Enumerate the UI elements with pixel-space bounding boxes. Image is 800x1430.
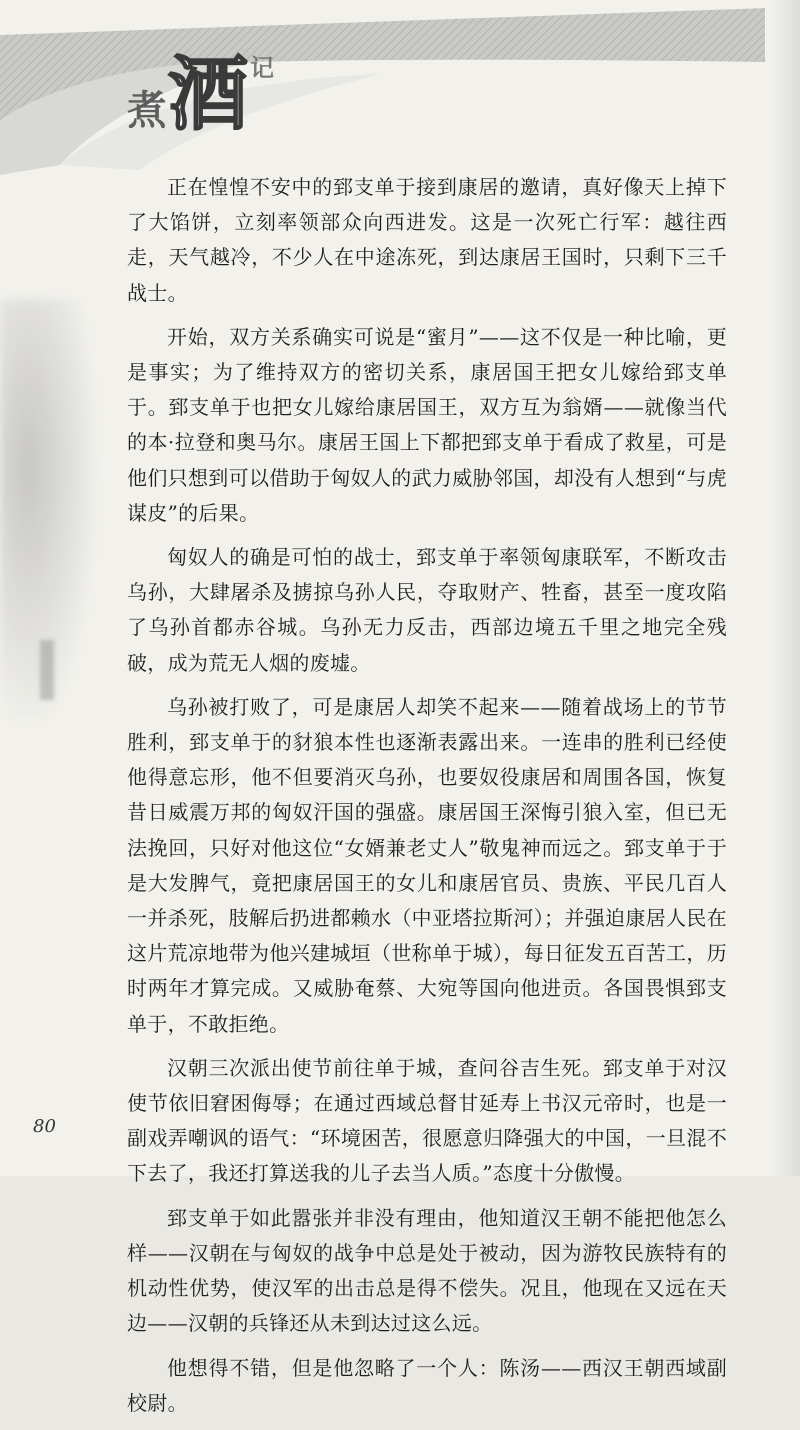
paragraph: 他想得不错，但是他忽略了一个人：陈汤——西汉王朝西域副校尉。 [127, 1355, 727, 1415]
article-body [127, 170, 727, 1430]
paragraph: 乌孙被打败了，可是康居人却笑不起来——随着战场上的节节胜利，郅支单于的豺狼本性也逐渐表露出来。一连串的胜利已经使他得意忘形，他不但要消灭乌孙，也要奴役康居和周围各国，恢复昔日威震万邦的匈奴汗国的强盛。康居国王深悔引狼入室，但已无法挽回，只好对他这位“女婿兼老丈人”敬鬼神而远之。郅支单于于是大发脾气，竟把康居国王的女儿和康居官员、贵族、平民几百人一并杀死，肢解后扔进都赖水（中亚塔拉斯河）；并强迫康居人民在这片荒凉地带为他兴建城垣（世称单于城），每日征发五百苦工，历时两年才算完成。又威胁奄蔡、大宛等国向他进贡。各国畏惧郅支单于，不敢拒绝。 [127, 694, 727, 1036]
header-title-zhu: 煮 [127, 87, 167, 134]
paragraph: 郅支单于如此嚣张并非没有理由，他知道汉王朝不能把他怎么样——汉朝在与匈奴的战争中总是处于被动，因为游牧民族特有的机动性优势，使汉军的出击总是得不偿失。况且，他现在又远在天边——汉朝的兵锋还从未到达过这么远。 [127, 1205, 727, 1336]
paragraph: 匈奴人的确是可怕的战士，郅支单于率领匈康联军，不断攻击乌孙，大肆屠杀及掳掠乌孙人民，夺取财产、牲畜，甚至一度攻陷了乌孙首都赤谷城。乌孙无力反击，西部边境五千里之地完全残破，成为荒无人烟的废墟。 [127, 545, 727, 675]
header-title-jiu: 酒 [168, 47, 248, 141]
tree-trunk-decoration [40, 640, 54, 700]
paragraph: 汉朝三次派出使节前往单于城，查问谷吉生死。郅支单于对汉使节依旧窘困侮辱；在通过西域总督甘延寿上书汉元帝时，也是一副戏弄嘲讽的语气：“环境困苦，很愿意归降强大的中国，一旦混不下去了，我还打算送我的儿子去当人质。”态度十分傲慢。 [127, 1055, 727, 1186]
paragraph: 正在惶惶不安中的郅支单于接到康居的邀请，真好像天上掉下了大馅饼，立刻率领部众向西进发。这是一次死亡行军：越往西走，天气越冷，不少人在中途冻死，到达康居王国时，只剩下三千战士。 [127, 175, 727, 305]
page-number: 80 [33, 1116, 56, 1137]
paragraph: 开始，双方关系确实可说是“蜜月”——这不仅是一种比喻，更是事实；为了维持双方的密切关系，康居国王把女儿嫁给郅支单于。郅支单于也把女儿嫁给康居国王，双方互为翁婿——就像当代的本·拉登和奥马尔。康居王国上下都把郅支单于看成了救星，可是他们只想到可以借助于匈奴人的武力威胁邻国，却没有人想到“与虎谋皮”的后果。 [127, 324, 727, 525]
page-edge-shadow [772, 0, 800, 1176]
header-title-ji: 记 [250, 53, 274, 82]
